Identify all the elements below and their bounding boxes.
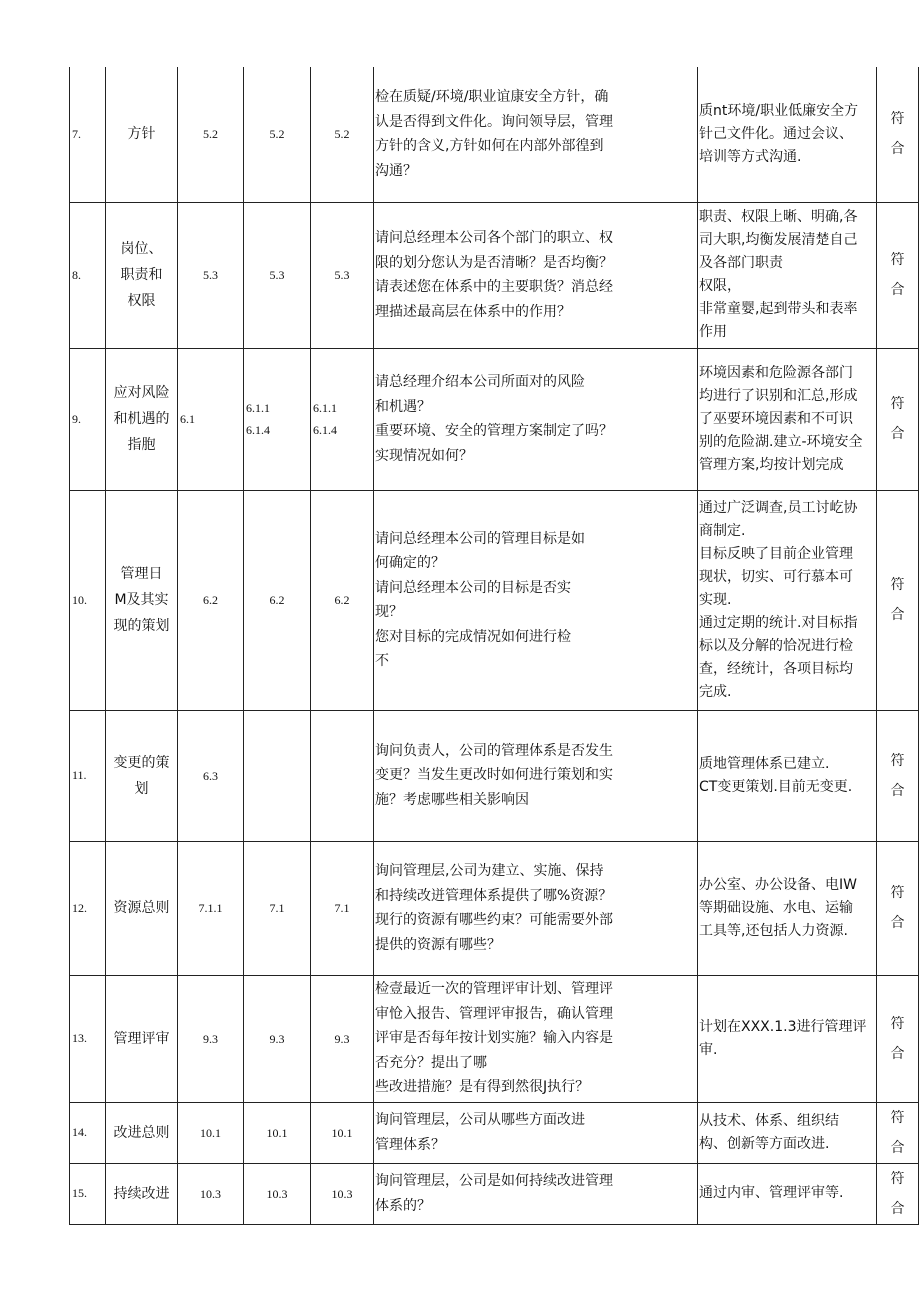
audit-result bbox=[877, 975, 919, 1102]
audit-question-line: 方针的含义,方针如何在内部外部徨到 bbox=[375, 138, 604, 155]
audit-evidence-line: 标以及分解的恰况进行检 bbox=[699, 637, 853, 654]
audit-question-line: 变更？当发生更改时如何进行策划和实 bbox=[375, 767, 613, 784]
standard-clause-1 bbox=[178, 1163, 244, 1224]
row-number-line: 13. bbox=[72, 1031, 87, 1045]
audit-result bbox=[877, 710, 919, 841]
clause-name-line: 职责和 bbox=[120, 267, 163, 283]
audit-question-line: 审怆入报告、管理评审报告，确认管理 bbox=[375, 1005, 613, 1022]
clause-name-line: 应对风险 bbox=[113, 385, 170, 401]
row-number-line: 8. bbox=[72, 267, 81, 282]
clause-name-line: 管理日 bbox=[120, 566, 163, 582]
standard-clause-3-line: 6.2 bbox=[334, 593, 350, 607]
standard-clause-3-line: 6.1.4 bbox=[313, 423, 337, 437]
standard-clause-1-line: 5.2 bbox=[203, 127, 218, 142]
table-row bbox=[70, 348, 919, 490]
audit-result-line: 符 bbox=[890, 1170, 905, 1187]
clause-name bbox=[106, 1163, 178, 1224]
clause-name bbox=[106, 710, 178, 841]
standard-clause-1-line: 10.3 bbox=[200, 1186, 221, 1201]
audit-question-line: 理描述最高层在体系中的作用？ bbox=[375, 303, 571, 320]
standard-clause-2 bbox=[244, 975, 311, 1102]
audit-question-line: 请问总经理本公司的目标是否实 bbox=[375, 579, 571, 596]
audit-evidence-line: 通过内审、管理评审等. bbox=[699, 1185, 844, 1201]
audit-result bbox=[877, 490, 919, 710]
standard-clause-3 bbox=[311, 490, 374, 710]
clause-name bbox=[106, 975, 178, 1102]
clause-name bbox=[106, 348, 178, 490]
audit-result-line: 符 bbox=[890, 752, 905, 769]
audit-evidence bbox=[698, 67, 877, 202]
audit-question bbox=[374, 202, 698, 348]
table-row bbox=[70, 975, 919, 1102]
audit-evidence-line: 商制定. bbox=[699, 522, 746, 539]
standard-clause-2 bbox=[244, 1163, 311, 1224]
clause-name-line: 变更的策 bbox=[113, 754, 170, 771]
audit-result-line: 合 bbox=[890, 915, 905, 931]
standard-clause-1 bbox=[178, 490, 244, 710]
audit-question bbox=[374, 348, 698, 490]
standard-clause-1-line: 6.3 bbox=[203, 768, 218, 783]
clause-name-line: 和机遇的 bbox=[113, 411, 170, 427]
audit-result-line: 符 bbox=[890, 1109, 905, 1126]
table-row bbox=[70, 1102, 919, 1163]
audit-evidence-line: 完成. bbox=[699, 683, 732, 700]
standard-clause-1 bbox=[178, 202, 244, 348]
audit-result bbox=[877, 1102, 919, 1163]
row-number-line: 10. bbox=[72, 592, 87, 607]
standard-clause-1-line: 9.3 bbox=[203, 1031, 218, 1046]
standard-clause-1-line: 5.3 bbox=[203, 268, 218, 282]
clause-name-line: 划 bbox=[134, 780, 149, 797]
clause-name-line: 岗位、 bbox=[120, 241, 163, 257]
audit-result-line: 合 bbox=[890, 782, 905, 799]
audit-question-line: 请总经理介绍本公司所面对的风险 bbox=[375, 374, 585, 390]
audit-question-line: 重要环境、安全的管理方案制定了吗？ bbox=[375, 423, 613, 439]
standard-clause-1 bbox=[178, 67, 244, 202]
audit-evidence bbox=[698, 975, 877, 1102]
audit-question bbox=[374, 841, 698, 975]
audit-question-line: 认是否得到文件化。询问领导层，管理 bbox=[375, 113, 613, 130]
audit-result bbox=[877, 1163, 919, 1224]
standard-clause-3-line: 5.2 bbox=[334, 127, 350, 142]
standard-clause-1-line: 6.1 bbox=[180, 412, 195, 426]
standard-clause-2-line: 6.1.4 bbox=[246, 423, 270, 437]
standard-clause-3-line: 7.1 bbox=[334, 901, 350, 915]
audit-question-line: 不 bbox=[375, 653, 389, 669]
standard-clause-2-line: 10.3 bbox=[266, 1186, 288, 1201]
row-number-line: 9. bbox=[72, 411, 81, 426]
audit-question bbox=[374, 490, 698, 710]
audit-question-line: 管理体系？ bbox=[375, 1136, 445, 1153]
standard-clause-3-line: 6.1.1 bbox=[313, 401, 337, 415]
audit-evidence bbox=[698, 202, 877, 348]
audit-evidence-line: 针己文件化。通过会议、 bbox=[699, 125, 853, 142]
audit-evidence-line: 目标反映了目前企业管理 bbox=[699, 545, 853, 562]
audit-evidence-line: 查，经统计，各项目标均 bbox=[699, 660, 853, 677]
audit-question-line: 些改进措施？是有得到然很J执行？ bbox=[375, 1079, 590, 1096]
row-number bbox=[70, 1163, 106, 1224]
audit-evidence-line: 作用 bbox=[699, 324, 727, 340]
standard-clause-2 bbox=[244, 1102, 311, 1163]
standard-clause-3 bbox=[311, 710, 374, 841]
audit-evidence bbox=[698, 1102, 877, 1163]
audit-result-line: 符 bbox=[890, 396, 905, 412]
audit-evidence-line: 办公室、办公设备、电IW bbox=[699, 876, 857, 893]
audit-question-line: 体系的？ bbox=[375, 1197, 431, 1214]
audit-evidence bbox=[698, 710, 877, 841]
row-number bbox=[70, 67, 106, 202]
clause-name-line: 管理评审 bbox=[113, 1030, 170, 1047]
audit-evidence-line: 非常童婴,起到带头和表率 bbox=[699, 301, 858, 317]
standard-clause-2 bbox=[244, 490, 311, 710]
standard-clause-2 bbox=[244, 841, 311, 975]
clause-name bbox=[106, 841, 178, 975]
standard-clause-1-line: 6.2 bbox=[203, 593, 218, 607]
standard-clause-2 bbox=[244, 348, 311, 490]
audit-evidence bbox=[698, 1163, 877, 1224]
standard-clause-2-line: 7.1 bbox=[269, 901, 285, 915]
audit-question-line: 评审是否每年按计划实施？输入内容是 bbox=[375, 1030, 613, 1047]
standard-clause-3 bbox=[311, 1163, 374, 1224]
audit-evidence-line: 实现. bbox=[699, 591, 732, 608]
audit-evidence-line: 均进行了识别和汇总,形成 bbox=[699, 387, 858, 404]
audit-question-line: 询问管理层，公司是如何持续改进管理 bbox=[375, 1173, 613, 1189]
audit-question-line: 现行的资源有哪些约束？可能需要外部 bbox=[375, 912, 613, 928]
standard-clause-3 bbox=[311, 975, 374, 1102]
standard-clause-1 bbox=[178, 841, 244, 975]
clause-name-line: 指胞 bbox=[127, 437, 156, 453]
audit-result-line: 合 bbox=[890, 1139, 905, 1156]
standard-clause-3 bbox=[311, 1102, 374, 1163]
standard-clause-1 bbox=[178, 348, 244, 490]
row-number bbox=[70, 1102, 106, 1163]
audit-evidence-line: 通过定期的统计.对目标指 bbox=[699, 614, 858, 631]
audit-result-line: 合 bbox=[890, 282, 905, 298]
audit-question-line: 询问负责人，公司的管理体系是否发生 bbox=[375, 742, 613, 759]
row-number bbox=[70, 841, 106, 975]
standard-clause-1 bbox=[178, 1102, 244, 1163]
audit-evidence-line: 权限， bbox=[699, 278, 741, 294]
audit-result-line: 符 bbox=[890, 885, 905, 901]
standard-clause-1-line: 7.1.1 bbox=[198, 901, 223, 915]
clause-name-line: 权限 bbox=[127, 293, 156, 309]
table-row bbox=[70, 490, 919, 710]
standard-clause-3 bbox=[311, 67, 374, 202]
audit-evidence-line: 计划在XXX.1.3进行管理评 bbox=[699, 1018, 867, 1035]
audit-evidence bbox=[698, 348, 877, 490]
clause-name-line: M及其实 bbox=[114, 592, 169, 608]
audit-evidence-line: 通过广泛调查,员工讨屹协 bbox=[699, 499, 858, 516]
row-number-line: 15. bbox=[72, 1186, 87, 1200]
row-number-line: 14. bbox=[72, 1125, 87, 1139]
audit-evidence bbox=[698, 490, 877, 710]
audit-evidence-line: CT变更策划.目前无变更. bbox=[699, 778, 853, 795]
audit-question-line: 何确定的？ bbox=[375, 555, 445, 571]
standard-clause-2-line: 5.2 bbox=[269, 127, 285, 142]
audit-evidence-line: 环境因素和危险源各部门 bbox=[699, 364, 853, 381]
row-number-line: 11. bbox=[72, 768, 87, 782]
standard-clause-2-line: 6.1.1 bbox=[246, 401, 270, 415]
audit-question-line: 实现情况如何？ bbox=[375, 447, 473, 464]
audit-evidence bbox=[698, 841, 877, 975]
audit-result-line: 合 bbox=[890, 1045, 905, 1062]
audit-question-line: 否充分？提出了哪 bbox=[375, 1054, 487, 1071]
clause-name-line: 改进总则 bbox=[113, 1124, 170, 1141]
standard-clause-2 bbox=[244, 202, 311, 348]
row-number-line: 12. bbox=[72, 900, 87, 915]
audit-evidence-line: 质nt环境/职业低廉安全方 bbox=[699, 102, 859, 119]
audit-result-line: 符 bbox=[890, 111, 905, 128]
audit-result-line: 合 bbox=[890, 1200, 905, 1217]
standard-clause-2-line: 10.1 bbox=[266, 1125, 288, 1140]
audit-evidence-line: 工具等,还包括人力资源. bbox=[699, 922, 848, 939]
standard-clause-3-line: 10.3 bbox=[331, 1186, 353, 1201]
audit-question-line: 检壹最近一次的管理评审计划、管理评 bbox=[375, 981, 613, 998]
table-row bbox=[70, 841, 919, 975]
audit-question-line: 和持续改迸管理体系提供了哪%资源？ bbox=[375, 887, 613, 904]
audit-question-line: 询问管理层，公司从哪些方面改进 bbox=[375, 1112, 585, 1128]
clause-name bbox=[106, 67, 178, 202]
audit-result-line: 合 bbox=[890, 141, 905, 158]
clause-name-line: 持续改进 bbox=[113, 1185, 170, 1202]
clause-name-line: 资源总则 bbox=[113, 900, 170, 916]
row-number bbox=[70, 975, 106, 1102]
audit-evidence-line: 构、创新等方面改进. bbox=[699, 1135, 830, 1152]
standard-clause-3-line: 5.3 bbox=[334, 268, 350, 282]
standard-clause-3 bbox=[311, 202, 374, 348]
table-row bbox=[70, 710, 919, 841]
table-row bbox=[70, 67, 919, 202]
audit-question bbox=[374, 710, 698, 841]
audit-evidence-line: 培训等方式沟通. bbox=[699, 148, 802, 165]
standard-clause-3-line: 9.3 bbox=[334, 1031, 350, 1046]
audit-result bbox=[877, 67, 919, 202]
audit-question-line: 施？考虑哪些相关影响因 bbox=[375, 791, 529, 808]
audit-evidence-line: 审. bbox=[699, 1041, 718, 1058]
clause-name bbox=[106, 202, 178, 348]
audit-result bbox=[877, 348, 919, 490]
audit-result-line: 合 bbox=[890, 426, 905, 442]
audit-evidence-line: 职责、权限上晰、明确,各 bbox=[699, 209, 858, 225]
standard-clause-3-line: 10.1 bbox=[331, 1125, 353, 1140]
standard-clause-3 bbox=[311, 841, 374, 975]
audit-evidence-line: 现状，切实、可行慕本可 bbox=[699, 568, 853, 585]
standard-clause-3 bbox=[311, 348, 374, 490]
standard-clause-2-line: 5.3 bbox=[269, 268, 285, 282]
clause-name bbox=[106, 1102, 178, 1163]
audit-evidence-line: 从技术、体系、组织结 bbox=[699, 1112, 839, 1129]
row-number bbox=[70, 348, 106, 490]
row-number bbox=[70, 490, 106, 710]
audit-result bbox=[877, 841, 919, 975]
audit-question-line: 请表述您在体系中的主要职货？消总经 bbox=[375, 279, 613, 295]
audit-question-line: 沟通？ bbox=[375, 162, 417, 179]
audit-question bbox=[374, 67, 698, 202]
audit-question-line: 限的划分您认为是否清晰？是否均衡？ bbox=[375, 254, 613, 271]
clause-name bbox=[106, 490, 178, 710]
audit-question bbox=[374, 975, 698, 1102]
audit-result-line: 符 bbox=[890, 1015, 905, 1032]
standard-clause-1 bbox=[178, 710, 244, 841]
audit-result-line: 符 bbox=[890, 577, 905, 593]
audit-evidence-line: 等期础设施、水电、运输 bbox=[699, 899, 853, 916]
table-row bbox=[70, 202, 919, 348]
row-number bbox=[70, 710, 106, 841]
audit-evidence-line: 了巫要环境因素和不可识 bbox=[699, 410, 853, 427]
audit-evidence-line: 及各部门职责 bbox=[699, 255, 783, 271]
clause-name-line: 现的策划 bbox=[113, 618, 170, 634]
audit-question-line: 提供的资源有哪些？ bbox=[375, 936, 501, 953]
audit-question-line: 询问管理层,公司为建立、实施、保持 bbox=[375, 863, 604, 879]
audit-question-line: 您对目标的完成情况如何进行检 bbox=[375, 628, 571, 645]
audit-question bbox=[374, 1102, 698, 1163]
standard-clause-1 bbox=[178, 975, 244, 1102]
standard-clause-1-line: 10.1 bbox=[200, 1125, 221, 1140]
audit-result bbox=[877, 202, 919, 348]
audit-checklist-table bbox=[69, 67, 919, 1225]
table-row bbox=[70, 1163, 919, 1224]
audit-evidence-line: 管理方案,均按计划完成 bbox=[699, 456, 844, 473]
audit-question-line: 请问总经理本公司各个部门的职立、权 bbox=[375, 230, 613, 246]
standard-clause-2-line: 9.3 bbox=[269, 1031, 285, 1046]
audit-question-line: 检在质疑/环境/职业谊康安全方针，确 bbox=[375, 89, 609, 106]
audit-question bbox=[374, 1163, 698, 1224]
row-number bbox=[70, 202, 106, 348]
standard-clause-2 bbox=[244, 67, 311, 202]
row-number-line: 7. bbox=[72, 126, 81, 141]
audit-evidence-line: 质地管理体系已建立. bbox=[699, 755, 830, 772]
audit-evidence-line: 别的危险湖.建立-环境安全 bbox=[699, 433, 863, 450]
audit-result-line: 符 bbox=[890, 252, 905, 268]
standard-clause-2 bbox=[244, 710, 311, 841]
audit-question-line: 现？ bbox=[375, 604, 403, 620]
audit-question-line: 和机遇？ bbox=[375, 398, 431, 415]
audit-result-line: 合 bbox=[890, 607, 905, 623]
audit-evidence-line: 司大职,均衡发展清楚自己 bbox=[699, 232, 858, 248]
audit-question-line: 请问总经理本公司的管理目标是如 bbox=[375, 530, 585, 547]
clause-name-line: 方针 bbox=[127, 126, 156, 143]
standard-clause-2-line: 6.2 bbox=[269, 593, 285, 607]
